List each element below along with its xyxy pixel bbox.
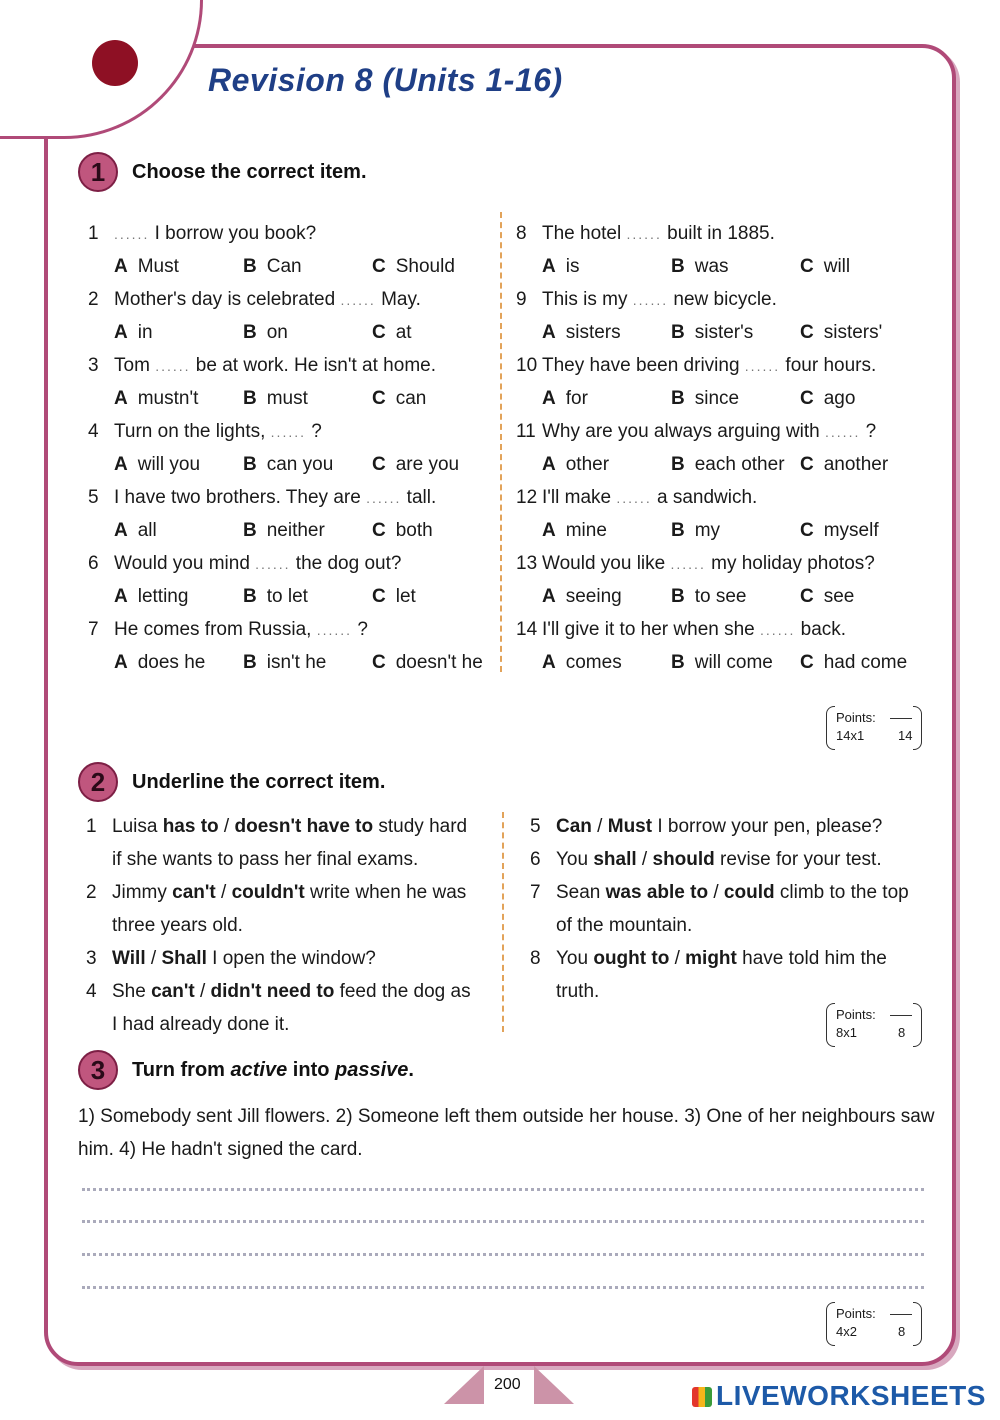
choice-word[interactable]: doesn't have to	[234, 816, 374, 837]
option-letter: A	[114, 388, 128, 409]
item-text: /	[636, 849, 653, 870]
choice-word[interactable]: shall	[593, 849, 637, 870]
option-c[interactable]	[372, 580, 416, 613]
choice-word[interactable]: was able to	[605, 882, 709, 903]
option-letter: A	[542, 388, 556, 409]
item-7	[530, 876, 909, 909]
section-number-badge: 3	[78, 1050, 118, 1090]
option-a[interactable]	[114, 250, 179, 283]
option-letter: A	[114, 454, 128, 475]
choice-word[interactable]: ought to	[593, 948, 670, 969]
question-text: The hotel	[542, 223, 627, 244]
option-text: both	[395, 520, 433, 541]
answer-blank[interactable]: ......	[744, 358, 781, 374]
option-b[interactable]	[243, 382, 308, 415]
option-text: is	[565, 256, 580, 277]
item-text: /	[591, 816, 608, 837]
option-letter: C	[372, 388, 386, 409]
points-box-1: Points: 14x1 14	[826, 706, 922, 750]
choice-word[interactable]: could	[723, 882, 775, 903]
question-number: 8	[516, 223, 527, 244]
item-text: She	[112, 981, 152, 1002]
question-3	[88, 349, 436, 383]
question-number: 7	[88, 619, 99, 640]
option-letter: A	[542, 322, 556, 343]
question-number: 3	[88, 355, 99, 376]
question-text: Turn on the lights,	[114, 421, 271, 442]
option-b[interactable]	[671, 382, 739, 415]
question-4	[88, 415, 322, 449]
option-b[interactable]	[243, 580, 308, 613]
option-letter: B	[243, 520, 257, 541]
page-title: Revision 8 (Units 1-16)	[208, 62, 563, 98]
option-b[interactable]	[671, 646, 773, 679]
answer-blank[interactable]: ......	[114, 226, 150, 242]
option-text: Can	[266, 256, 302, 277]
option-text: let	[395, 586, 416, 607]
question-number: 9	[516, 289, 527, 310]
question-text: back.	[795, 619, 847, 640]
option-text: Should	[395, 256, 455, 277]
question-number: 10	[516, 355, 538, 376]
item-3	[86, 942, 376, 975]
option-a[interactable]	[542, 382, 588, 415]
section-number-badge: 2	[78, 762, 118, 802]
option-text: other	[565, 454, 610, 475]
question-text: ?	[860, 421, 877, 442]
option-c[interactable]	[372, 646, 483, 679]
item-continuation	[86, 909, 243, 942]
option-b[interactable]	[671, 250, 729, 283]
question-number: 14	[516, 619, 538, 640]
option-letter: A	[114, 652, 128, 673]
option-c[interactable]	[800, 382, 855, 415]
item-number: 1	[86, 816, 97, 837]
question-9	[516, 283, 777, 317]
item-text: if she wants to pass her final exams.	[112, 849, 419, 870]
question-text: a sandwich.	[651, 487, 758, 508]
answer-blank[interactable]: ......	[270, 424, 307, 440]
option-text: isn't he	[266, 652, 327, 673]
option-b[interactable]	[671, 316, 753, 349]
item-text: /	[145, 948, 162, 969]
question-number: 11	[516, 421, 536, 442]
option-c[interactable]	[372, 448, 459, 481]
option-text: all	[137, 520, 157, 541]
question-text: Would you like	[542, 553, 671, 574]
option-letter: B	[243, 388, 257, 409]
option-letter: C	[372, 652, 386, 673]
option-text: see	[823, 586, 855, 607]
section-3-header	[78, 1050, 414, 1090]
option-letter: B	[671, 520, 685, 541]
item-text: /	[218, 816, 235, 837]
answer-blank[interactable]: ......	[825, 424, 861, 440]
title-text: into	[287, 1058, 335, 1081]
option-text: for	[565, 388, 588, 409]
option-letter: C	[372, 454, 386, 475]
option-text: doesn't he	[395, 652, 483, 673]
question-number: 5	[88, 487, 99, 508]
question-text: They have been driving	[542, 355, 745, 376]
question-text: Why are you always arguing with	[542, 421, 826, 442]
option-text: my	[694, 520, 721, 541]
choice-word[interactable]: should	[652, 849, 715, 870]
column-divider	[500, 212, 502, 672]
item-text: Sean	[556, 882, 606, 903]
option-letter: A	[542, 652, 556, 673]
option-a[interactable]	[114, 514, 157, 547]
answer-blank[interactable]: ......	[626, 226, 662, 242]
option-text: mine	[565, 520, 607, 541]
option-b[interactable]	[671, 448, 785, 481]
option-text: does he	[137, 652, 206, 673]
question-text: I'll make	[542, 487, 617, 508]
option-text: another	[823, 454, 889, 475]
logo-icon	[692, 1387, 712, 1407]
option-text: seeing	[565, 586, 622, 607]
option-text: can you	[266, 454, 334, 475]
option-letter: C	[800, 454, 814, 475]
item-number: 8	[530, 948, 541, 969]
page-number: 200	[494, 1376, 521, 1393]
section-title: Underline the correct item.	[132, 770, 386, 793]
item-continuation	[530, 909, 692, 942]
option-text: ago	[823, 388, 856, 409]
emphasis-word: passive	[335, 1058, 409, 1081]
question-number: 12	[516, 487, 538, 508]
option-letter: B	[671, 652, 685, 673]
item-text: feed the dog as	[334, 981, 471, 1002]
choice-word[interactable]: Must	[607, 816, 653, 837]
item-2	[86, 876, 466, 909]
question-number: 13	[516, 553, 538, 574]
option-b[interactable]	[243, 514, 325, 547]
question-13	[516, 547, 875, 581]
section-number-badge: 1	[78, 152, 118, 192]
section-title: Choose the correct item.	[132, 160, 367, 183]
question-text: Tom	[114, 355, 156, 376]
option-a[interactable]	[542, 316, 621, 349]
item-1	[86, 810, 467, 843]
section-title	[132, 1059, 414, 1082]
title-text: .	[408, 1058, 414, 1081]
page-corner-left-icon	[444, 1366, 484, 1404]
option-b[interactable]	[671, 580, 747, 613]
option-a[interactable]	[542, 580, 622, 613]
question-10	[516, 349, 876, 383]
option-c[interactable]	[372, 316, 412, 349]
option-letter: B	[671, 256, 685, 277]
option-letter: B	[243, 256, 257, 277]
option-letter: B	[243, 586, 257, 607]
item-text: revise for your test.	[714, 849, 882, 870]
item-text: /	[708, 882, 724, 903]
question-text: May.	[375, 289, 421, 310]
item-text: write when he was	[304, 882, 467, 903]
option-c[interactable]	[800, 646, 907, 679]
option-text: had come	[823, 652, 908, 673]
option-letter: C	[372, 256, 386, 277]
item-number: 2	[86, 882, 97, 903]
emphasis-word: active	[230, 1058, 288, 1081]
column-divider	[502, 812, 504, 1032]
choice-word[interactable]: Can	[556, 816, 592, 837]
question-11	[516, 415, 876, 449]
option-text: sisters	[565, 322, 621, 343]
answer-blank[interactable]: ......	[316, 622, 353, 638]
choice-word[interactable]: might	[685, 948, 737, 969]
passage-text: 1) Somebody sent Jill flowers. 2) Someone left them outside her house. 3) One of her neighbours saw him. 4) He hadn't signed the card.	[78, 1106, 935, 1160]
section-2-header	[78, 762, 385, 802]
option-c[interactable]	[800, 250, 850, 283]
answer-line-2[interactable]	[82, 1220, 924, 1223]
item-text: /	[215, 882, 232, 903]
option-letter: A	[114, 322, 128, 343]
choice-word[interactable]: can't	[151, 981, 195, 1002]
option-text: sister's	[694, 322, 754, 343]
option-text: in	[137, 322, 153, 343]
item-number: 5	[530, 816, 541, 837]
question-number: 2	[88, 289, 99, 310]
answer-blank[interactable]: ......	[366, 490, 402, 506]
item-text: climb to the top	[774, 882, 909, 903]
option-letter: A	[114, 520, 128, 541]
option-a[interactable]	[542, 250, 579, 283]
option-letter: C	[800, 388, 814, 409]
question-text: four hours.	[780, 355, 877, 376]
answer-blank[interactable]: ......	[255, 556, 291, 572]
option-letter: C	[800, 322, 814, 343]
question-number: 6	[88, 553, 99, 574]
option-text: Must	[137, 256, 179, 277]
option-text: must	[266, 388, 308, 409]
option-letter: B	[243, 454, 257, 475]
item-text: I had already done it.	[112, 1014, 290, 1035]
choice-word[interactable]: didn't need to	[210, 981, 335, 1002]
option-letter: A	[542, 586, 556, 607]
question-1	[88, 217, 316, 251]
option-text: at	[395, 322, 412, 343]
question-number: 4	[88, 421, 99, 442]
option-a[interactable]	[114, 646, 205, 679]
answer-blank[interactable]: ......	[340, 292, 376, 308]
page-corner-right-icon	[534, 1366, 574, 1404]
question-text: I have two brothers. They are	[114, 487, 367, 508]
answer-line-1[interactable]	[82, 1188, 924, 1191]
item-text: /	[669, 948, 686, 969]
option-a[interactable]	[114, 580, 188, 613]
item-text: of the mountain.	[556, 915, 693, 936]
question-14	[516, 613, 846, 647]
question-text: This is my	[542, 289, 633, 310]
question-text: built in 1885.	[661, 223, 775, 244]
title-text: Turn from	[132, 1058, 231, 1081]
option-text: sisters'	[823, 322, 883, 343]
option-a[interactable]	[114, 448, 200, 481]
option-a[interactable]	[542, 646, 622, 679]
option-text: will come	[694, 652, 773, 673]
option-b[interactable]	[243, 316, 288, 349]
option-a[interactable]	[542, 448, 609, 481]
option-a[interactable]	[542, 514, 607, 547]
answer-blank[interactable]: ......	[616, 490, 652, 506]
option-letter: B	[243, 652, 257, 673]
option-a[interactable]	[114, 382, 198, 415]
item-text: You	[556, 948, 594, 969]
option-text: are you	[395, 454, 460, 475]
item-text: study hard	[373, 816, 468, 837]
item-continuation	[86, 843, 418, 876]
item-text: You	[556, 849, 594, 870]
question-text: Would you mind	[114, 553, 256, 574]
option-letter: B	[671, 586, 685, 607]
item-number: 4	[86, 981, 97, 1002]
option-letter: A	[114, 586, 128, 607]
question-12	[516, 481, 757, 515]
option-text: each other	[694, 454, 785, 475]
question-text: new bicycle.	[668, 289, 777, 310]
option-text: to see	[694, 586, 747, 607]
option-c[interactable]	[800, 580, 854, 613]
item-continuation	[530, 975, 599, 1008]
points-box-2: Points: 8x1 8	[826, 1003, 922, 1047]
option-letter: B	[671, 454, 685, 475]
answer-blank[interactable]: ......	[670, 556, 706, 572]
option-letter: C	[372, 586, 386, 607]
option-text: to let	[266, 586, 308, 607]
item-text: I open the window?	[206, 948, 376, 969]
question-text: tall.	[401, 487, 437, 508]
option-text: mustn't	[137, 388, 199, 409]
item-number: 6	[530, 849, 541, 870]
option-text: neither	[266, 520, 325, 541]
option-b[interactable]	[671, 514, 720, 547]
option-text: was	[694, 256, 729, 277]
option-letter: C	[372, 322, 386, 343]
option-letter: A	[114, 256, 128, 277]
choice-word[interactable]: Shall	[161, 948, 207, 969]
choice-word[interactable]: has to	[162, 816, 219, 837]
question-number: 1	[88, 223, 99, 244]
question-text: I'll give it to her when she	[542, 619, 761, 640]
question-text: ?	[352, 619, 368, 640]
item-text: truth.	[556, 981, 600, 1002]
option-c[interactable]	[372, 382, 426, 415]
section-1-header	[78, 152, 367, 192]
option-text: on	[266, 322, 288, 343]
question-5	[88, 481, 436, 515]
choice-word[interactable]: couldn't	[231, 882, 305, 903]
answer-blank[interactable]: ......	[760, 622, 796, 638]
question-text: the dog out?	[290, 553, 402, 574]
option-c[interactable]	[800, 448, 888, 481]
option-letter: C	[800, 652, 814, 673]
option-c[interactable]	[800, 316, 882, 349]
option-letter: B	[671, 322, 685, 343]
option-text: will	[823, 256, 851, 277]
option-c[interactable]	[372, 514, 433, 547]
question-text: He comes from Russia,	[114, 619, 317, 640]
question-text: Mother's day is celebrated	[114, 289, 341, 310]
question-7	[88, 613, 368, 647]
option-c[interactable]	[372, 250, 455, 283]
item-continuation	[86, 1008, 289, 1041]
answer-blank[interactable]: ......	[632, 292, 669, 308]
choice-word[interactable]: can't	[172, 882, 216, 903]
item-text: I borrow your pen, please?	[652, 816, 883, 837]
option-letter: C	[800, 520, 814, 541]
item-4	[86, 975, 471, 1008]
item-6	[530, 843, 882, 876]
option-b[interactable]	[243, 646, 326, 679]
question-text: my holiday photos?	[705, 553, 875, 574]
option-text: can	[395, 388, 427, 409]
option-text: letting	[137, 586, 189, 607]
option-text: comes	[565, 652, 622, 673]
item-text: Jimmy	[112, 882, 173, 903]
item-text: have told him the	[736, 948, 887, 969]
points-box-3: Points: 4x2 8	[826, 1302, 922, 1346]
option-c[interactable]	[800, 514, 879, 547]
option-letter: C	[800, 256, 814, 277]
answer-line-4[interactable]	[82, 1286, 924, 1289]
answer-line-3[interactable]	[82, 1253, 924, 1256]
option-text: myself	[823, 520, 879, 541]
question-2	[88, 283, 421, 317]
option-letter: A	[542, 520, 556, 541]
option-text: will you	[137, 454, 201, 475]
option-a[interactable]	[114, 316, 153, 349]
option-b[interactable]	[243, 448, 333, 481]
option-letter: B	[671, 388, 685, 409]
choice-word[interactable]: Will	[112, 948, 146, 969]
question-6	[88, 547, 401, 581]
question-text: ?	[306, 421, 322, 442]
item-number: 3	[86, 948, 97, 969]
option-letter: A	[542, 454, 556, 475]
option-text: since	[694, 388, 740, 409]
option-letter: A	[542, 256, 556, 277]
question-text: be at work. He isn't at home.	[190, 355, 436, 376]
item-text: Luisa	[112, 816, 163, 837]
question-8	[516, 217, 775, 251]
item-8	[530, 942, 887, 975]
liveworksheets-logo: LIVEWORKSHEETS	[692, 1380, 986, 1412]
item-text: /	[194, 981, 211, 1002]
item-text: three years old.	[112, 915, 243, 936]
option-letter: C	[800, 586, 814, 607]
bullet-dot-icon	[92, 40, 138, 86]
item-5	[530, 810, 882, 843]
item-number: 7	[530, 882, 541, 903]
option-letter: B	[243, 322, 257, 343]
option-b[interactable]	[243, 250, 302, 283]
option-letter: C	[372, 520, 386, 541]
answer-blank[interactable]: ......	[155, 358, 191, 374]
question-text: I borrow you book?	[149, 223, 317, 244]
